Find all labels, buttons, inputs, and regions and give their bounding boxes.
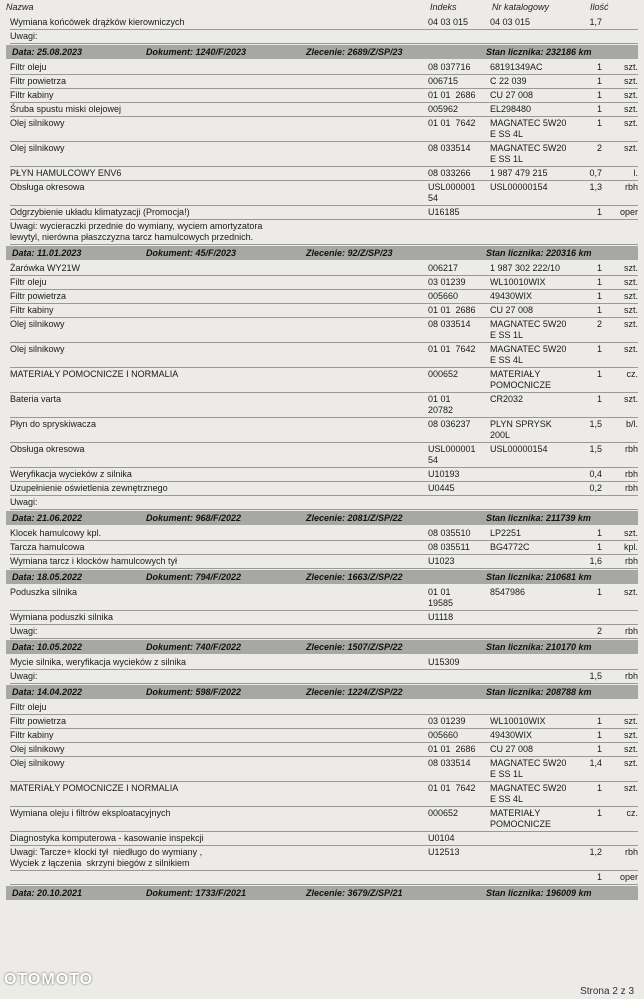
table-row: [10, 220, 638, 245]
cell-unit: b/l.: [625, 419, 638, 429]
odometer-reading: Stan licznika: 210681 km: [486, 572, 592, 582]
cell-index: 01 01 20782: [428, 394, 454, 415]
cell-unit: szt.: [623, 587, 638, 597]
cell-name: Uwagi:: [10, 31, 38, 41]
cell-catalog: CU 27 008: [490, 744, 534, 754]
cell-catalog: CR2032: [490, 394, 524, 404]
col-qty: Ilość: [590, 2, 609, 12]
order-number: Zlecenie: 3679/Z/SP/21: [306, 888, 403, 898]
cell-qty: 1,7: [589, 17, 602, 27]
order-number: Zlecenie: 2081/Z/SP/22: [306, 513, 403, 523]
cell-unit: rbh: [624, 483, 638, 493]
cell-name: Śruba spustu miski olejowej: [10, 104, 122, 114]
cell-index: 03 01239: [428, 716, 466, 726]
service-block-header: [6, 511, 638, 525]
table-row: [10, 167, 638, 181]
cell-unit: rbh: [624, 556, 638, 566]
cell-name: Wymiana tarcz i klocków hamulcowych tył: [10, 556, 177, 566]
cell-index: U1118: [428, 612, 454, 622]
cell-catalog: LP2251: [490, 528, 522, 538]
order-number: Zlecenie: 1507/Z/SP/22: [306, 642, 403, 652]
cell-catalog: WL10010WIX: [490, 277, 546, 287]
cell-qty: 1,6: [589, 556, 602, 566]
table-row: [10, 496, 638, 510]
table-row: [10, 670, 638, 684]
cell-catalog: MAGNATEC 5W20 E SS 1L: [490, 319, 567, 340]
cell-catalog: 1 987 479 215: [490, 168, 548, 178]
document-number: Dokument: 598/F/2022: [146, 687, 242, 697]
cell-name: Obsługa okresowa: [10, 444, 85, 454]
cell-unit: rbh: [624, 671, 638, 681]
watermark: OTOMOTO: [4, 971, 94, 988]
cell-catalog: MAGNATEC 5W20 E SS 1L: [490, 143, 567, 164]
service-block-header: [6, 685, 638, 699]
cell-name: Wymiana końcówek drążków kierowniczych: [10, 17, 185, 27]
cell-name: Uwagi: wycieraczki przednie do wymiany, wyciem amortyzatora lewytyl, nierówna płaszczyzna tarcz hamulcowych przednich.: [10, 221, 263, 242]
table-row: [10, 368, 638, 393]
order-number: Zlecenie: 1663/Z/SP/22: [306, 572, 403, 582]
cell-catalog: CU 27 008: [490, 90, 534, 100]
table-row: [10, 527, 638, 541]
order-number: Zlecenie: 92/Z/SP/23: [306, 248, 393, 258]
table-row: [10, 555, 638, 569]
cell-unit: szt.: [623, 528, 638, 538]
service-block-header: [6, 45, 638, 59]
table-row: [10, 418, 638, 443]
cell-catalog: 1 987 302 222/10: [490, 263, 561, 273]
table-row: [10, 290, 638, 304]
cell-unit: rbh: [624, 182, 638, 192]
cell-name: Wymiana oleju i filtrów eksploatacyjnych: [10, 808, 171, 818]
cell-name: Uwagi:: [10, 671, 38, 681]
odometer-reading: Stan licznika: 211739 km: [486, 513, 591, 523]
cell-catalog: WL10010WIX: [490, 716, 546, 726]
cell-qty: 1: [596, 808, 602, 818]
table-row: [10, 757, 638, 782]
cell-index: U16185: [428, 207, 460, 217]
table-row: [10, 743, 638, 757]
cell-catalog: MAGNATEC 5W20 E SS 4L: [490, 344, 567, 365]
cell-qty: 1,5: [589, 671, 602, 681]
cell-catalog: MATERIAŁY POMOCNICZE: [490, 369, 552, 390]
cell-unit: rbh: [624, 847, 638, 857]
cell-name: Mycie silnika, weryfikacja wycieków z silnika: [10, 657, 187, 667]
cell-index: 04 03 015: [428, 17, 469, 27]
cell-unit: szt.: [623, 758, 638, 768]
cell-catalog: MAGNATEC 5W20 E SS 1L: [490, 758, 567, 779]
table-row: [10, 482, 638, 496]
table-row: [10, 541, 638, 555]
odometer-reading: Stan licznika: 208788 km: [486, 687, 592, 697]
table-row: [10, 89, 638, 103]
cell-name: Obsługa okresowa: [10, 182, 85, 192]
cell-qty: 1: [596, 369, 602, 379]
cell-qty: 2: [596, 626, 602, 636]
cell-qty: 1: [596, 305, 602, 315]
cell-index: 000652: [428, 808, 459, 818]
cell-index: 08 033514: [428, 143, 471, 153]
cell-unit: szt.: [623, 90, 638, 100]
cell-unit: szt.: [623, 291, 638, 301]
cell-index: USL000001 54: [428, 182, 476, 203]
document-number: Dokument: 1733/F/2021: [146, 888, 247, 898]
cell-index: 01 01 7642: [428, 783, 476, 793]
cell-qty: 1,5: [589, 444, 602, 454]
table-row: [10, 701, 638, 715]
cell-catalog: CU 27 008: [490, 305, 534, 315]
odometer-reading: Stan licznika: 232186 km: [486, 47, 592, 57]
service-block-header: [6, 246, 638, 260]
cell-unit: szt.: [623, 305, 638, 315]
cell-name: Odgrzybienie układu klimatyzacji (Promocja!): [10, 207, 190, 217]
cell-index: U10193: [428, 469, 460, 479]
cell-index: USL000001 54: [428, 444, 476, 465]
cell-index: 01 01 2686: [428, 744, 476, 754]
cell-index: 005962: [428, 104, 459, 114]
table-row: [10, 443, 638, 468]
cell-qty: 1: [596, 716, 602, 726]
visit-date: Data: 25.08.2023: [12, 47, 83, 57]
cell-index: 01 01 2686: [428, 305, 476, 315]
service-block-header: [6, 886, 638, 900]
table-row: [10, 304, 638, 318]
table-row: [10, 30, 638, 44]
table-row: [10, 117, 638, 142]
cell-qty: 1: [596, 277, 602, 287]
cell-name: Żarówka WY21W: [10, 263, 81, 273]
document-number: Dokument: 1240/F/2023: [146, 47, 247, 57]
cell-name: Filtr powietrza: [10, 76, 67, 86]
cell-qty: 1: [596, 744, 602, 754]
cell-index: 08 033266: [428, 168, 471, 178]
cell-catalog: MAGNATEC 5W20 E SS 4L: [490, 118, 567, 139]
cell-unit: szt.: [623, 730, 638, 740]
page-number: Strona 2 z 3: [580, 986, 634, 997]
cell-qty: 0,7: [589, 168, 602, 178]
cell-unit: szt.: [623, 744, 638, 754]
cell-unit: rbh: [624, 626, 638, 636]
table-row: [10, 586, 638, 611]
cell-index: 006217: [428, 263, 459, 273]
cell-catalog: USL00000154: [490, 444, 548, 454]
cell-unit: cz.: [626, 369, 638, 379]
cell-name: Olej silnikowy: [10, 744, 65, 754]
cell-name: Tarcza hamulcowa: [10, 542, 85, 552]
cell-catalog: EL298480: [490, 104, 532, 114]
cell-qty: 1: [596, 587, 602, 597]
cell-index: 08 033514: [428, 758, 471, 768]
table-row: [10, 262, 638, 276]
cell-qty: 1,2: [589, 847, 602, 857]
cell-qty: 1: [596, 528, 602, 538]
cell-unit: szt.: [623, 62, 638, 72]
order-number: Zlecenie: 1224/Z/SP/22: [306, 687, 403, 697]
table-row: [10, 656, 638, 670]
cell-name: Filtr kabiny: [10, 90, 54, 100]
service-block-header: [6, 570, 638, 584]
cell-index: 01 01 7642: [428, 118, 476, 128]
cell-unit: szt.: [623, 104, 638, 114]
cell-name: Filtr powietrza: [10, 716, 67, 726]
odometer-reading: Stan licznika: 196009 km: [486, 888, 592, 898]
cell-unit: szt.: [623, 716, 638, 726]
cell-unit: szt.: [623, 118, 638, 128]
cell-index: U0445: [428, 483, 455, 493]
table-row: [10, 625, 638, 639]
cell-qty: 0,4: [589, 469, 602, 479]
cell-unit: rbh: [624, 444, 638, 454]
cell-qty: 1: [596, 90, 602, 100]
visit-date: Data: 14.04.2022: [12, 687, 83, 697]
cell-name: Filtr oleju: [10, 277, 47, 287]
visit-date: Data: 11.01.2023: [12, 248, 82, 258]
cell-qty: 1: [596, 76, 602, 86]
cell-unit: szt.: [623, 394, 638, 404]
column-header: [0, 2, 644, 16]
cell-qty: 1,4: [589, 758, 602, 768]
cell-index: 08 035511: [428, 542, 470, 552]
cell-qty: 1: [596, 291, 602, 301]
cell-name: MATERIAŁY POMOCNICZE I NORMALIA: [10, 369, 179, 379]
cell-catalog: BG4772C: [490, 542, 530, 552]
cell-name: Filtr oleju: [10, 62, 47, 72]
cell-name: Olej silnikowy: [10, 758, 65, 768]
cell-index: 08 033514: [428, 319, 471, 329]
document-number: Dokument: 740/F/2022: [146, 642, 242, 652]
cell-catalog: USL00000154: [490, 182, 548, 192]
cell-name: Olej silnikowy: [10, 344, 65, 354]
cell-name: Uwagi: Tarcze+ klocki tył niedługo do wymiany , Wyciek z łączenia skrzyni biegów z silnikiem: [10, 847, 203, 868]
service-block-header: [6, 640, 638, 654]
cell-qty: 1: [596, 394, 602, 404]
cell-index: 000652: [428, 369, 459, 379]
cell-catalog: C 22 039: [490, 76, 527, 86]
cell-unit: rbh: [624, 469, 638, 479]
cell-unit: szt.: [623, 319, 638, 329]
table-row: [10, 611, 638, 625]
document-number: Dokument: 45/F/2023: [146, 248, 237, 258]
cell-qty: 0,2: [589, 483, 602, 493]
table-row: [10, 729, 638, 743]
cell-name: Klocek hamulcowy kpl.: [10, 528, 102, 538]
cell-qty: 1: [596, 207, 602, 217]
cell-name: Płyn do spryskiwacza: [10, 419, 97, 429]
cell-unit: szt.: [623, 76, 638, 86]
cell-unit: szt.: [623, 277, 638, 287]
cell-name: Uwagi:: [10, 497, 38, 507]
cell-qty: 1: [596, 263, 602, 273]
odometer-reading: Stan licznika: 210170 km: [486, 642, 592, 652]
col-catalog: Nr katalogowy: [492, 2, 550, 12]
cell-qty: 1: [596, 542, 602, 552]
cell-catalog: 68191349AC: [490, 62, 543, 72]
cell-name: Filtr kabiny: [10, 305, 54, 315]
table-row: [10, 343, 638, 368]
cell-index: 01 01 2686: [428, 90, 476, 100]
cell-index: 005660: [428, 291, 459, 301]
cell-name: Olej silnikowy: [10, 319, 65, 329]
cell-unit: oper: [619, 207, 638, 217]
cell-name: Olej silnikowy: [10, 143, 65, 153]
table-row: [10, 715, 638, 729]
cell-catalog: 49430WIX: [490, 291, 533, 301]
cell-catalog: 8547986: [490, 587, 526, 597]
table-row: [10, 468, 638, 482]
odometer-reading: Stan licznika: 220316 km: [486, 248, 592, 258]
visit-date: Data: 18.05.2022: [12, 572, 83, 582]
table-row: [10, 206, 638, 220]
cell-unit: kpl.: [623, 542, 638, 552]
cell-qty: 2: [596, 319, 602, 329]
cell-unit: l.: [633, 168, 638, 178]
cell-name: Uzupełnienie oświetlenia zewnętrznego: [10, 483, 168, 493]
table-row: [10, 318, 638, 343]
cell-name: Olej silnikowy: [10, 118, 65, 128]
cell-name: Uwagi:: [10, 626, 38, 636]
table-row: [10, 393, 638, 418]
document-number: Dokument: 968/F/2022: [146, 513, 242, 523]
cell-qty: 1: [596, 62, 602, 72]
cell-catalog: 04 03 015: [490, 17, 531, 27]
table-row: [10, 142, 638, 167]
cell-qty: 1: [596, 344, 602, 354]
cell-unit: cz.: [626, 808, 638, 818]
cell-index: 006715: [428, 76, 459, 86]
cell-index: 08 035510: [428, 528, 471, 538]
cell-qty: 1: [596, 783, 602, 793]
table-row: [10, 807, 638, 832]
cell-qty: 1,5: [589, 419, 602, 429]
cell-index: U15309: [428, 657, 460, 667]
table-row: [10, 103, 638, 117]
cell-name: Poduszka silnika: [10, 587, 78, 597]
cell-index: 08 037716: [428, 62, 471, 72]
order-number: Zlecenie: 2689/Z/SP/23: [306, 47, 403, 57]
cell-qty: 1: [596, 118, 602, 128]
cell-name: Weryfikacja wycieków z silnika: [10, 469, 132, 479]
cell-index: U1023: [428, 556, 455, 566]
visit-date: Data: 10.05.2022: [12, 642, 83, 652]
cell-qty: 1: [596, 730, 602, 740]
table-row: [10, 75, 638, 89]
cell-index: 005660: [428, 730, 459, 740]
cell-catalog: MATERIAŁY POMOCNICZE: [490, 808, 552, 829]
visit-date: Data: 20.10.2021: [12, 888, 83, 898]
cell-name: Wymiana poduszki silnika: [10, 612, 113, 622]
cell-unit: szt.: [623, 344, 638, 354]
cell-unit: szt.: [623, 783, 638, 793]
cell-index: 01 01 19585: [428, 587, 454, 608]
cell-name: Filtr powietrza: [10, 291, 67, 301]
table-row: [10, 181, 638, 206]
cell-index: U0104: [428, 833, 455, 843]
table-row: [10, 61, 638, 75]
cell-name: Filtr oleju: [10, 702, 47, 712]
document-number: Dokument: 794/F/2022: [146, 572, 242, 582]
table-row: [10, 782, 638, 807]
cell-catalog: MAGNATEC 5W20 E SS 4L: [490, 783, 567, 804]
col-name: Nazwa: [6, 2, 34, 12]
cell-name: Diagnostyka komputerowa - kasowanie inspekcji: [10, 833, 204, 843]
table-row: [10, 871, 638, 885]
table-row: [10, 16, 638, 30]
cell-unit: oper: [619, 872, 638, 882]
cell-catalog: 49430WIX: [490, 730, 533, 740]
cell-name: PŁYN HAMULCOWY ENV6: [10, 168, 122, 178]
cell-unit: szt.: [623, 143, 638, 153]
cell-index: 01 01 7642: [428, 344, 476, 354]
table-row: [10, 832, 638, 846]
cell-catalog: PLYN SPRYSK 200L: [490, 419, 552, 440]
table-row: [10, 276, 638, 290]
cell-qty: 2: [596, 143, 602, 153]
cell-index: U12513: [428, 847, 460, 857]
cell-qty: 1: [596, 104, 602, 114]
cell-name: Bateria varta: [10, 394, 62, 404]
cell-name: MATERIAŁY POMOCNICZE I NORMALIA: [10, 783, 179, 793]
cell-qty: 1,3: [589, 182, 602, 192]
cell-name: Filtr kabiny: [10, 730, 54, 740]
cell-index: 08 036237: [428, 419, 471, 429]
col-index: Indeks: [430, 2, 457, 12]
visit-date: Data: 21.06.2022: [12, 513, 83, 523]
table-row: [10, 846, 638, 871]
cell-qty: 1: [596, 872, 602, 882]
cell-unit: szt.: [623, 263, 638, 273]
cell-index: 03 01239: [428, 277, 466, 287]
